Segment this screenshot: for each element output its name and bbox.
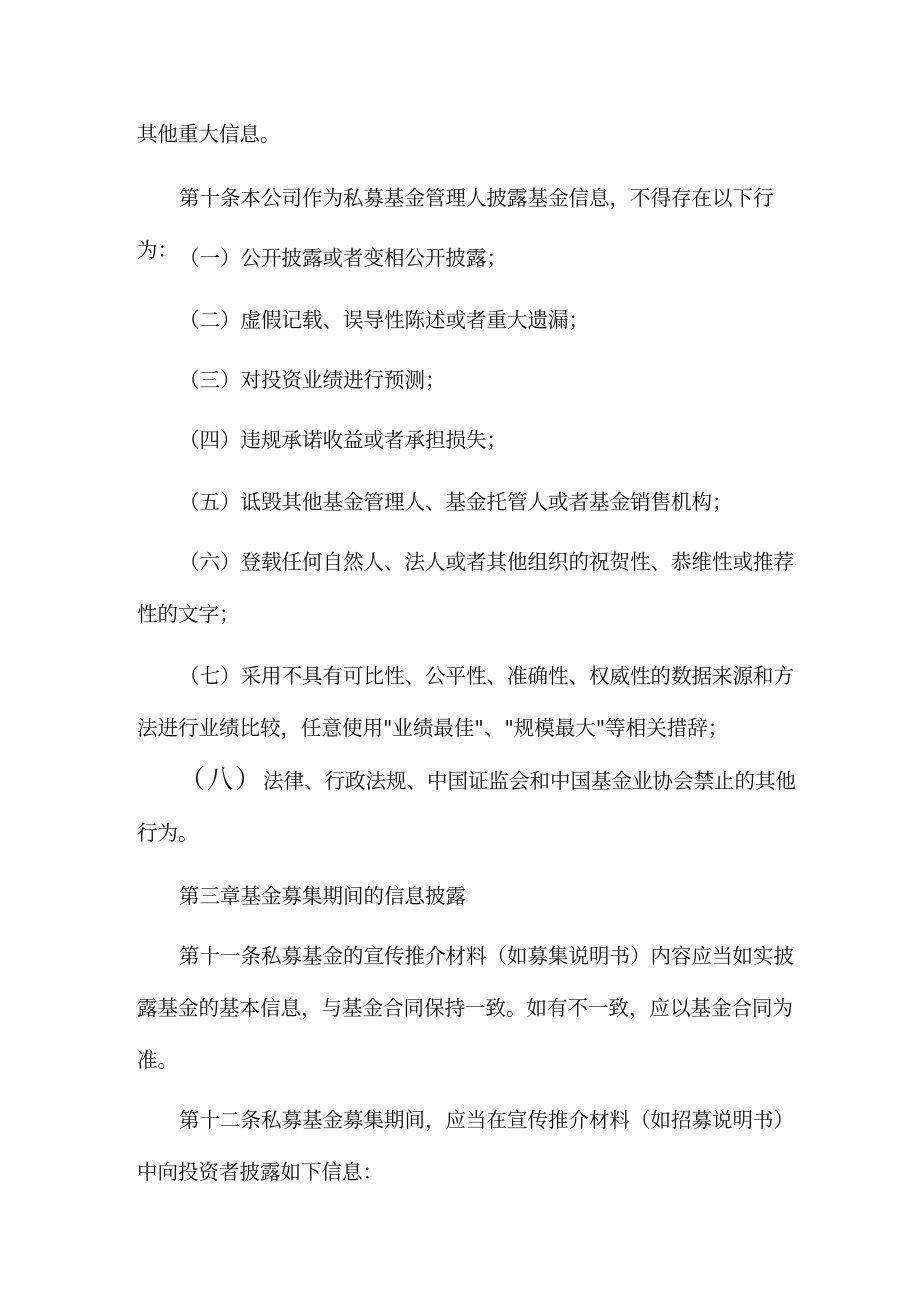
list-item-6: （六）登载任何自然人、法人或者其他组织的祝贺性、恭维性或推荐性的文字； xyxy=(137,550,794,626)
list-item-3: （三）对投资业绩进行预测； xyxy=(179,368,446,392)
list-item-8-text: 法律、行政法规、中国证监会和中国基金业协会禁止的其他行为。 xyxy=(137,769,797,845)
list-item-4: （四）违规承诺收益或者承担损失； xyxy=(179,428,507,452)
list-item-8 xyxy=(137,754,797,859)
paragraph-continuation: 其他重大信息。 xyxy=(137,122,281,146)
list-item-8-marker: （八） xyxy=(179,765,264,795)
chapter-3-heading: 第三章基金募集期间的信息披露 xyxy=(179,884,466,908)
article-12: 第十二条私募基金募集期间，应当在宣传推介材料（如招募说明书）中向投资者披露如下信息： xyxy=(137,1108,794,1184)
list-item-2: （二）虚假记载、误导性陈述或者重大遗漏； xyxy=(179,308,589,332)
list-item-5: （五）诋毁其他基金管理人、基金托管人或者基金销售机构； xyxy=(179,490,733,514)
list-item-7: （七）采用不具有可比性、公平性、准确性、权威性的数据来源和方法进行业绩比较，任意使用"业绩最佳"、"规模最大"等相关措辞； xyxy=(137,664,794,740)
article-11: 第十一条私募基金的宣传推介材料（如募集说明书）内容应当如实披露基金的基本信息，与基金合同保持一致。如有不一致，应以基金合同为准。 xyxy=(137,944,794,1072)
list-item-1: （一）公开披露或者变相公开披露； xyxy=(179,246,507,270)
article-10-heading: 第十条本公司作为私募基金管理人披露基金信息，不得存在以下行为： xyxy=(137,186,774,262)
